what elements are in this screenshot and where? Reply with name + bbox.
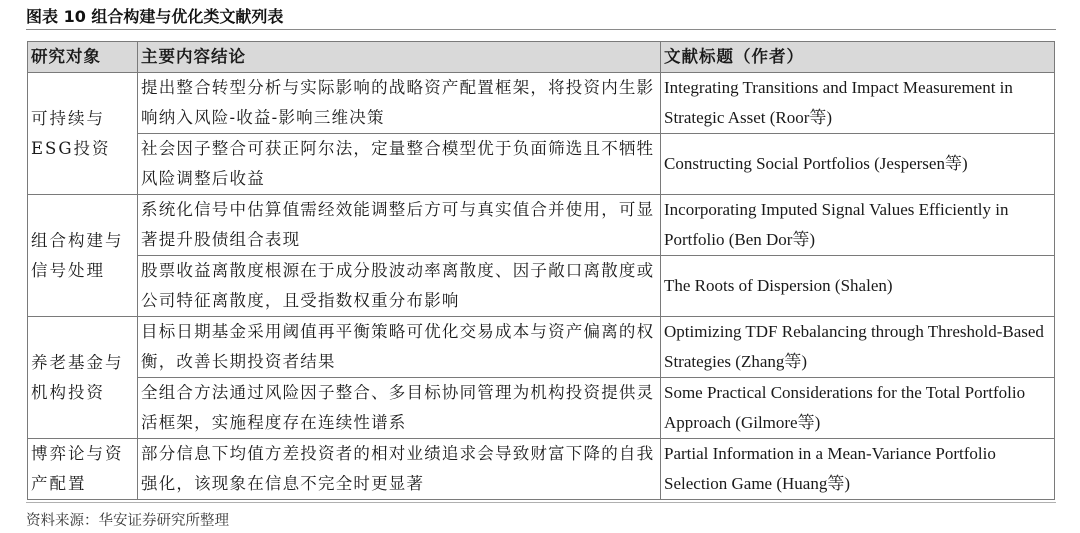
subject-cell: 组合构建与信号处理 <box>28 195 138 317</box>
page-title: 图表 10 组合构建与优化类文献列表 <box>26 7 284 26</box>
content-cell: 目标日期基金采用阈值再平衡策略可优化交易成本与资产偏离的权衡，改善长期投资者结果 <box>138 317 661 378</box>
source-note: 资料来源：华安证券研究所整理 <box>26 513 229 529</box>
title-cell: The Roots of Dispersion (Shalen) <box>661 256 1055 317</box>
content-cell: 股票收益离散度根源在于成分股波动率离散度、因子敞口离散度或公司特征离散度，且受指数权重分布影响 <box>138 256 661 317</box>
content-cell: 部分信息下均值方差投资者的相对业绩追求会导致财富下降的自我强化，该现象在信息不完全时更显著 <box>138 439 661 500</box>
title-cell: Integrating Transitions and Impact Measurement in Strategic Asset (Roor等) <box>661 73 1055 134</box>
title-divider <box>26 29 1056 30</box>
source-divider <box>26 502 1056 503</box>
table-row <box>28 195 1055 256</box>
content-cell: 全组合方法通过风险因子整合、多目标协同管理为机构投资提供灵活框架，实施程度存在连续性谱系 <box>138 378 661 439</box>
subject-cell: 养老基金与机构投资 <box>28 317 138 439</box>
content-cell: 提出整合转型分析与实际影响的战略资产配置框架，将投资内生影响纳入风险-收益-影响三维决策 <box>138 73 661 134</box>
table-row <box>28 134 1055 195</box>
title-cell: Constructing Social Portfolios (Jespersen等) <box>661 134 1055 195</box>
table-header-row <box>28 42 1055 73</box>
subject-cell: 可持续与ESG投资 <box>28 73 138 195</box>
title-cell: Partial Information in a Mean-Variance Portfolio Selection Game (Huang等) <box>661 439 1055 500</box>
literature-table <box>27 41 1055 500</box>
title-cell: Optimizing TDF Rebalancing through Threshold-Based Strategies (Zhang等) <box>661 317 1055 378</box>
header-subject: 研究对象 <box>28 42 138 73</box>
content-cell: 系统化信号中估算值需经效能调整后方可与真实值合并使用，可显著提升股债组合表现 <box>138 195 661 256</box>
header-content: 主要内容结论 <box>138 42 661 73</box>
table-row <box>28 439 1055 500</box>
title-cell: Incorporating Imputed Signal Values Efficiently in Portfolio (Ben Dor等) <box>661 195 1055 256</box>
content-cell: 社会因子整合可获正阿尔法，定量整合模型优于负面筛选且不牺牲风险调整后收益 <box>138 134 661 195</box>
subject-cell: 博弈论与资产配置 <box>28 439 138 500</box>
table-row <box>28 256 1055 317</box>
table-row <box>28 73 1055 134</box>
table-row <box>28 378 1055 439</box>
title-cell: Some Practical Considerations for the Total Portfolio Approach (Gilmore等) <box>661 378 1055 439</box>
table-row <box>28 317 1055 378</box>
header-title: 文献标题（作者） <box>661 42 1055 73</box>
